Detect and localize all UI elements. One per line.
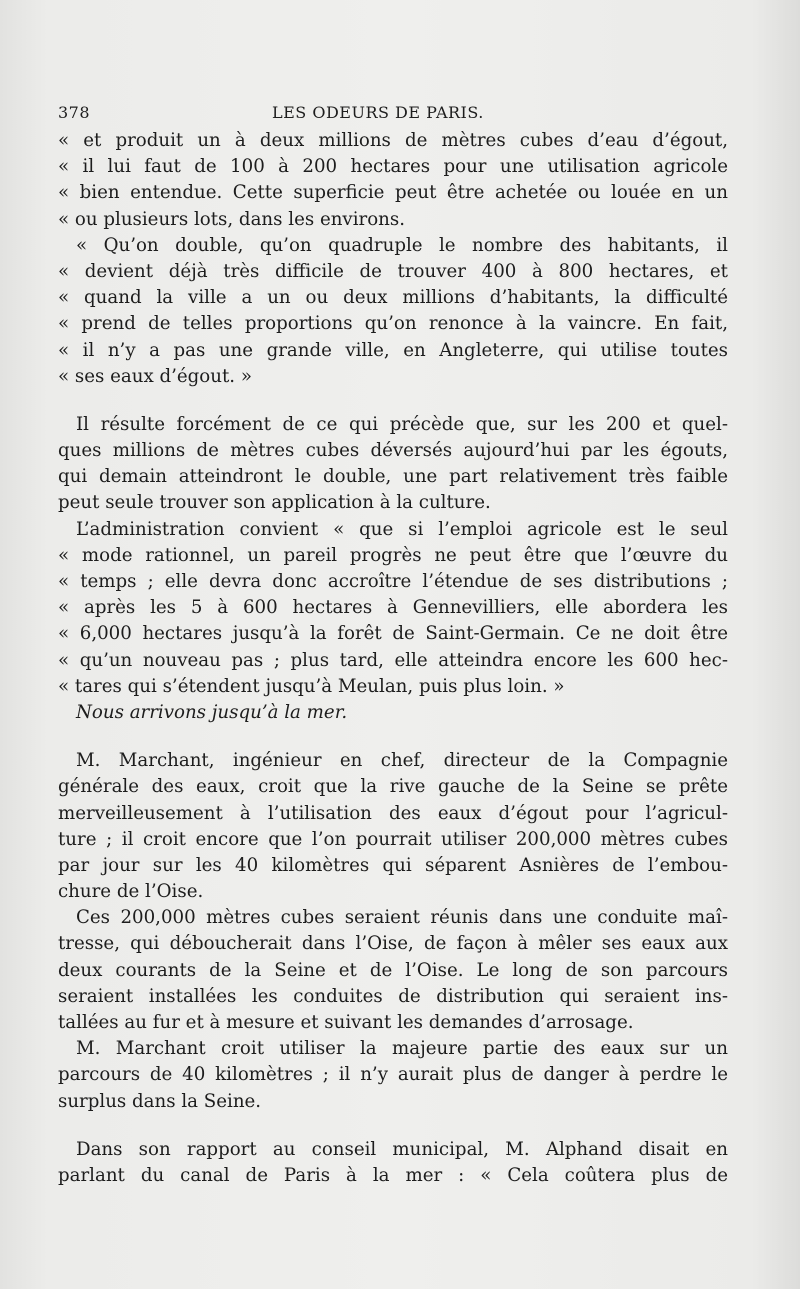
text-line: tresse, qui déboucherait dans l’Oise, de façon à mêler ses eaux aux <box>58 933 728 955</box>
text-line: « il lui faut de 100 à 200 hectares pour une utilisation agricole <box>58 156 728 178</box>
text-line: « bien entendue. Cette superficie peut être achetée ou louée en un <box>58 182 728 204</box>
text-line: ques millions de mètres cubes déversés aujourd’hui par les égouts, <box>58 440 728 462</box>
text-line: parlant du canal de Paris à la mer : « Cela coûtera plus de <box>58 1164 728 1186</box>
text-line: « 6,000 hectares jusqu’à la forêt de Saint-Germain. Ce ne doit être <box>58 623 728 645</box>
text-line: « quand la ville a un ou deux millions d’habitants, la difficulté <box>58 287 728 309</box>
text-line: chure de l’Oise. <box>58 881 204 903</box>
text-line: Ces 200,000 mètres cubes seraient réunis dans une conduite maî- <box>76 907 728 929</box>
running-title: LES ODEURS DE PARIS. <box>272 103 484 122</box>
text-line: « Qu’on double, qu’on quadruple le nombre des habitants, il <box>76 234 728 256</box>
page-number: 378 <box>58 103 91 122</box>
text-line: ture ; il croit encore que l’on pourrait utiliser 200,000 mètres cubes <box>58 828 728 850</box>
text-line: qui demain atteindront le double, une part relativement très faible <box>58 466 728 488</box>
text-line: merveilleusement à l’utilisation des eaux d’égout pour l’agricul- <box>58 802 728 824</box>
body-text <box>58 128 728 1189</box>
text-line: surplus dans la Seine. <box>58 1090 262 1112</box>
text-line: « ou plusieurs lots, dans les environs. <box>58 208 405 230</box>
text-line: parcours de 40 kilomètres ; il n’y aurait plus de danger à perdre le <box>58 1064 728 1086</box>
text-line: « ses eaux d’égout. » <box>58 365 252 387</box>
text-line: « devient déjà très difficile de trouver 400 à 800 hectares, et <box>58 260 728 282</box>
page-header <box>58 103 738 127</box>
text-line: générale des eaux, croit que la rive gauche de la Seine se prête <box>58 776 728 798</box>
text-line: « temps ; elle devra donc accroître l’étendue de ses distributions ; <box>58 571 728 592</box>
text-line: seraient installées les conduites de distribution qui seraient ins- <box>58 985 728 1007</box>
text-line: L’administration convient « que si l’emploi agricole est le seul <box>76 518 728 540</box>
text-line: deux courants de la Seine et de l’Oise. Le long de son parcours <box>58 959 728 981</box>
text-line: Il résulte forcément de ce qui précède que, sur les 200 et quel- <box>76 413 728 435</box>
text-line: « il n’y a pas une grande ville, en Angleterre, qui utilise toutes <box>58 339 728 361</box>
text-line: M. Marchant, ingénieur en chef, directeur de la Compagnie <box>76 750 728 772</box>
text-line: « mode rationnel, un pareil progrès ne peut être que l’œuvre du <box>58 544 728 566</box>
text-line: « qu’un nouveau pas ; plus tard, elle atteindra encore les 600 hec- <box>58 649 728 671</box>
italic-line: Nous arrivons jusqu’à la mer. <box>76 701 348 723</box>
text-line: « après les 5 à 600 hectares à Gennevilliers, elle abordera les <box>58 597 728 619</box>
text-line: « tares qui s’étendent jusqu’à Meulan, puis plus loin. » <box>58 675 565 697</box>
text-line: peut seule trouver son application à la culture. <box>58 492 491 514</box>
text-line: tallées au fur et à mesure et suivant les demandes d’arrosage. <box>58 1012 634 1033</box>
text-line: par jour sur les 40 kilomètres qui séparent Asnières de l’embou- <box>58 854 728 876</box>
text-line: « et produit un à deux millions de mètres cubes d’eau d’égout, <box>58 130 728 151</box>
text-line: « prend de telles proportions qu’on renonce à la vaincre. En fait, <box>58 313 728 335</box>
text-line: Dans son rapport au conseil municipal, M. Alphand disait en <box>76 1138 728 1160</box>
text-line: M. Marchant croit utiliser la majeure partie des eaux sur un <box>76 1038 728 1060</box>
